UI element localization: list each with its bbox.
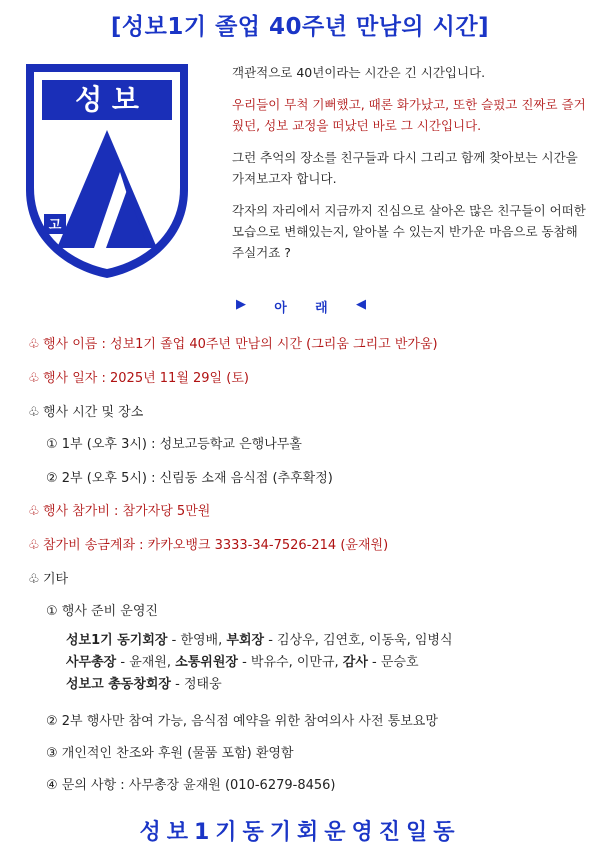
staff-names: - 김상우, 김연호, 이동욱, 임병식: [264, 633, 453, 648]
left-arrow-icon: ◀: [355, 297, 366, 312]
intro-paragraph-3: 그런 추억의 장소를 친구들과 다시 그리고 함께 찾아보는 시간을 가져보고자 합니다.: [232, 150, 578, 186]
intro-paragraph-2: 우리들이 무척 기뻐했고, 때론 화가났고, 또한 슬펐고 진짜로 즐거웠던, 성보 교정을 떠났던 바로 그 시간입니다.: [232, 97, 586, 133]
staff-names: - 윤재원,: [116, 655, 176, 670]
intro-paragraph-1: 객관적으로 40년이라는 시간은 긴 시간입니다.: [232, 65, 486, 80]
staff-names: - 한영배,: [167, 633, 227, 648]
staff-line-1: [66, 630, 453, 652]
staff-line-2: [66, 652, 453, 674]
etc-text: 기타: [43, 572, 69, 587]
staff-line-3: [66, 674, 453, 696]
etc3-text: ③ 개인적인 찬조와 후원 (물품 포함) 환영함: [46, 746, 294, 761]
clover-icon: ♧: [28, 572, 40, 587]
clover-icon: ♧: [28, 371, 40, 386]
clover-icon: ♧: [28, 405, 40, 420]
fee-text: 행사 참가비 : 참가자당 5만원: [43, 504, 211, 519]
intro-paragraph-4: 각자의 자리에서 지금까지 진심으로 살아온 많은 친구들이 어떠한 모습으로 변해있는지, 알아볼 수 있는지 반가운 마음으로 동참해 주실거죠 ?: [232, 203, 586, 260]
event-date-text: 행사 일자 : 2025년 11월 29일 (토): [43, 371, 249, 386]
clover-icon: ♧: [28, 538, 40, 553]
time-place-text: 행사 시간 및 장소: [43, 405, 144, 420]
account-item: [28, 534, 388, 553]
clover-icon: ♧: [28, 504, 40, 519]
staff-names: - 정태웅: [171, 677, 222, 692]
part1-text: ① 1부 (오후 3시) : 성보고등학교 은행나무홀: [46, 437, 302, 452]
part2-text: ② 2부 (오후 5시) : 신림동 소재 음식점 (추후확정): [46, 471, 333, 486]
staff-role: 감사: [342, 655, 368, 670]
etc-item: [28, 568, 68, 587]
below-heading: [236, 297, 366, 316]
footer-signature: 성보1기동기회운영진일동: [139, 820, 461, 845]
account-text: 참가비 송금계좌 : 카카오뱅크 3333-34-7526-214 (윤재원): [43, 538, 389, 553]
etc4-text: ④ 문의 사항 : 사무총장 윤재원 (010-6279-8456): [46, 778, 336, 793]
staff-list: [66, 630, 453, 696]
staff-role: 성보1기 동기회장: [66, 633, 168, 648]
staff-names: - 문승호: [367, 655, 419, 670]
event-name-item: [28, 333, 438, 352]
below-char-rae: 래: [315, 301, 328, 316]
emblem-small-text: 고: [48, 218, 62, 233]
fee-item: [28, 500, 210, 519]
right-arrow-icon: ▶: [236, 297, 246, 312]
event-date-item: [28, 367, 249, 386]
staff-role: 소통위원장: [175, 655, 238, 670]
staff-role: 사무총장: [66, 655, 117, 670]
clover-icon: ♧: [28, 337, 40, 352]
intro-text: [232, 62, 587, 274]
time-place-item: [28, 401, 143, 420]
staff-role: 부회장: [226, 633, 265, 648]
staff-role: 성보고 총동창회장: [66, 677, 171, 692]
emblem-name-text: 성 보: [75, 83, 139, 116]
school-emblem-logo: [22, 60, 192, 280]
etc1-text: ① 행사 준비 운영진: [46, 604, 158, 619]
page-title: [성보1기 졸업 40주년 만남의 시간]: [110, 14, 490, 40]
event-name-text: 행사 이름 : 성보1기 졸업 40주년 만남의 시간 (그리움 그리고 반가움): [43, 337, 438, 352]
staff-names: - 박유수, 이만규,: [237, 655, 343, 670]
etc2-text: ② 2부 행사만 참여 가능, 음식점 예약을 위한 참여의사 사전 통보요망: [46, 714, 438, 729]
below-char-a: 아: [274, 301, 287, 316]
